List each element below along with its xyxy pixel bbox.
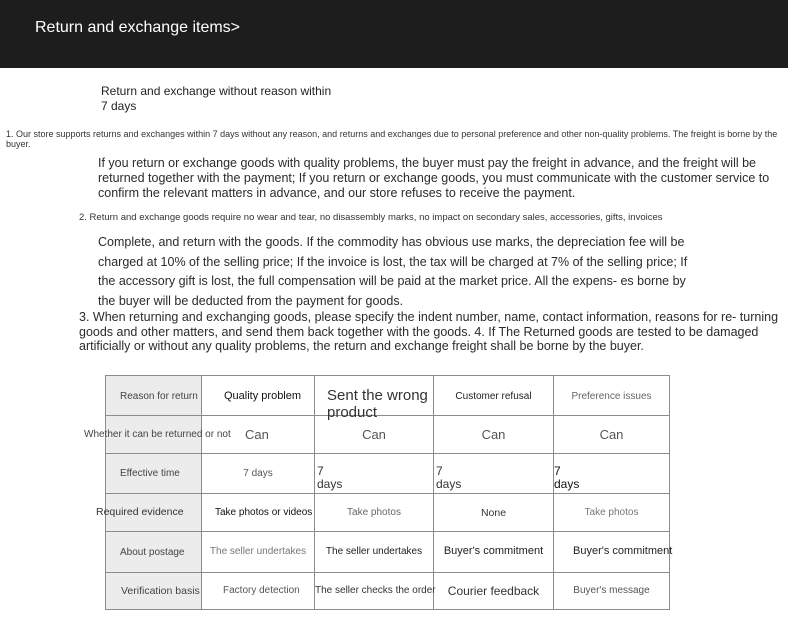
table-cell <box>554 454 670 494</box>
cell-value: Take photos <box>584 507 639 518</box>
table-cell <box>315 376 434 421</box>
cell-value: Buyer's commitment <box>443 545 544 557</box>
table-cell <box>434 494 554 532</box>
table-cell <box>202 494 315 532</box>
cell-value: The seller checks the order <box>315 585 436 596</box>
policy-item-2: 2. Return and exchange goods require no wear and tear, no disassembly marks, no impact on secondary sales, accessories, gifts, invoices <box>79 212 663 223</box>
cell-value: Buyer's message <box>573 585 650 596</box>
row-label-cell <box>84 416 231 454</box>
policy-item-2-detail: Complete, and return with the goods. If the commodity has obvious use marks, the depreciation fee will be charged at 10% of the selling price; If the invoice is lost, the tax will be charged at 7% of the selling price; If the accessory gift is lost, the full compensation will be paid at the market price. All the expens- es borne by the buyer will be deducted from the payment for goods. <box>98 235 688 308</box>
section-subtitle <box>101 84 351 114</box>
cell-value: Can <box>599 427 624 442</box>
row-label: Verification basis <box>121 585 200 597</box>
cell-value: Can <box>481 427 506 442</box>
table-row <box>106 532 670 573</box>
return-policy-table <box>84 375 673 610</box>
table-cell <box>554 416 670 454</box>
table-row <box>106 573 670 610</box>
cell-value: Customer refusal <box>455 391 532 402</box>
table-row <box>106 494 670 532</box>
table-cell <box>434 573 554 610</box>
policy-item-1-detail: If you return or exchange goods with quality problems, the buyer must pay the freight in advance, and the freight will be returned together with the payment; If you return or exchange goods, you must communicate with the customer service to confirm the relevant matters in advance, and our store refuses to receive the payment. <box>98 156 770 200</box>
table-cell <box>315 532 434 573</box>
cell-value: Courier feedback <box>447 584 540 598</box>
cell-value: Sent the wrong product <box>327 387 428 421</box>
table-cell <box>554 573 670 610</box>
table-cell <box>434 532 554 573</box>
table-cell <box>202 454 315 494</box>
table-row <box>106 376 670 416</box>
cell-value: Quality problem <box>224 390 302 402</box>
table-cell <box>202 376 315 416</box>
table-cell <box>554 532 673 573</box>
row-label-cell <box>106 532 202 573</box>
cell-value: 7 days <box>554 464 580 491</box>
table-cell <box>202 573 315 610</box>
table-cell <box>554 376 670 416</box>
table-cell <box>202 416 315 454</box>
row-label-cell <box>106 573 202 610</box>
table-cell <box>202 532 315 573</box>
table-cell <box>434 416 554 454</box>
table-cell <box>315 454 434 494</box>
cell-value: Can <box>362 427 386 442</box>
subtitle-line-2: 7 days <box>101 99 137 113</box>
row-label: Whether it can be returned or not <box>84 429 231 440</box>
row-label-cell <box>96 494 202 532</box>
cell-value: 7 days <box>243 468 273 479</box>
row-label-cell <box>106 376 202 416</box>
table-row <box>106 416 670 454</box>
row-label-cell <box>106 454 202 494</box>
table-cell <box>434 454 554 494</box>
header-title: Return and exchange items> <box>35 19 241 36</box>
table-cell <box>434 376 554 416</box>
cell-value: Can <box>245 427 269 442</box>
policy-item-1: 1. Our store supports returns and exchanges within 7 days without any reason, and returns and exchanges due to personal preference and other non-quality problems. The freight is borne by the buyer. <box>6 129 778 149</box>
cell-value: 7 days <box>436 464 462 491</box>
header-bar <box>0 0 788 68</box>
table-cell <box>315 494 434 532</box>
cell-value: Take photos or videos <box>215 507 313 518</box>
cell-value: Factory detection <box>223 585 300 596</box>
cell-value: Take photos <box>347 507 401 518</box>
cell-value: 7 days <box>317 464 343 491</box>
subtitle-line-1: Return and exchange without reason within <box>101 84 332 98</box>
table-cell <box>315 416 434 454</box>
row-label: Effective time <box>120 468 180 479</box>
cell-value: Preference issues <box>571 391 652 402</box>
table-row <box>106 454 670 494</box>
cell-value: Buyer's commitment <box>573 545 673 557</box>
policy-item-3: 3. When returning and exchanging goods, please specify the indent number, name, contact information, reasons for re- turning goods and other matters, and send them back together with the goods. 4. If The Returned goods are tested to be damaged artificially or without any quality problems, the return and exchange freight shall be borne by the buyer. <box>79 310 779 354</box>
row-label: Required evidence <box>96 506 184 518</box>
cell-value: The seller undertakes <box>325 546 423 557</box>
cell-value: The seller undertakes <box>209 546 307 557</box>
cell-value: None <box>480 507 507 519</box>
table-cell <box>315 573 434 610</box>
row-label: About postage <box>120 547 185 558</box>
table-cell <box>554 494 670 532</box>
row-label: Reason for return <box>120 391 198 402</box>
